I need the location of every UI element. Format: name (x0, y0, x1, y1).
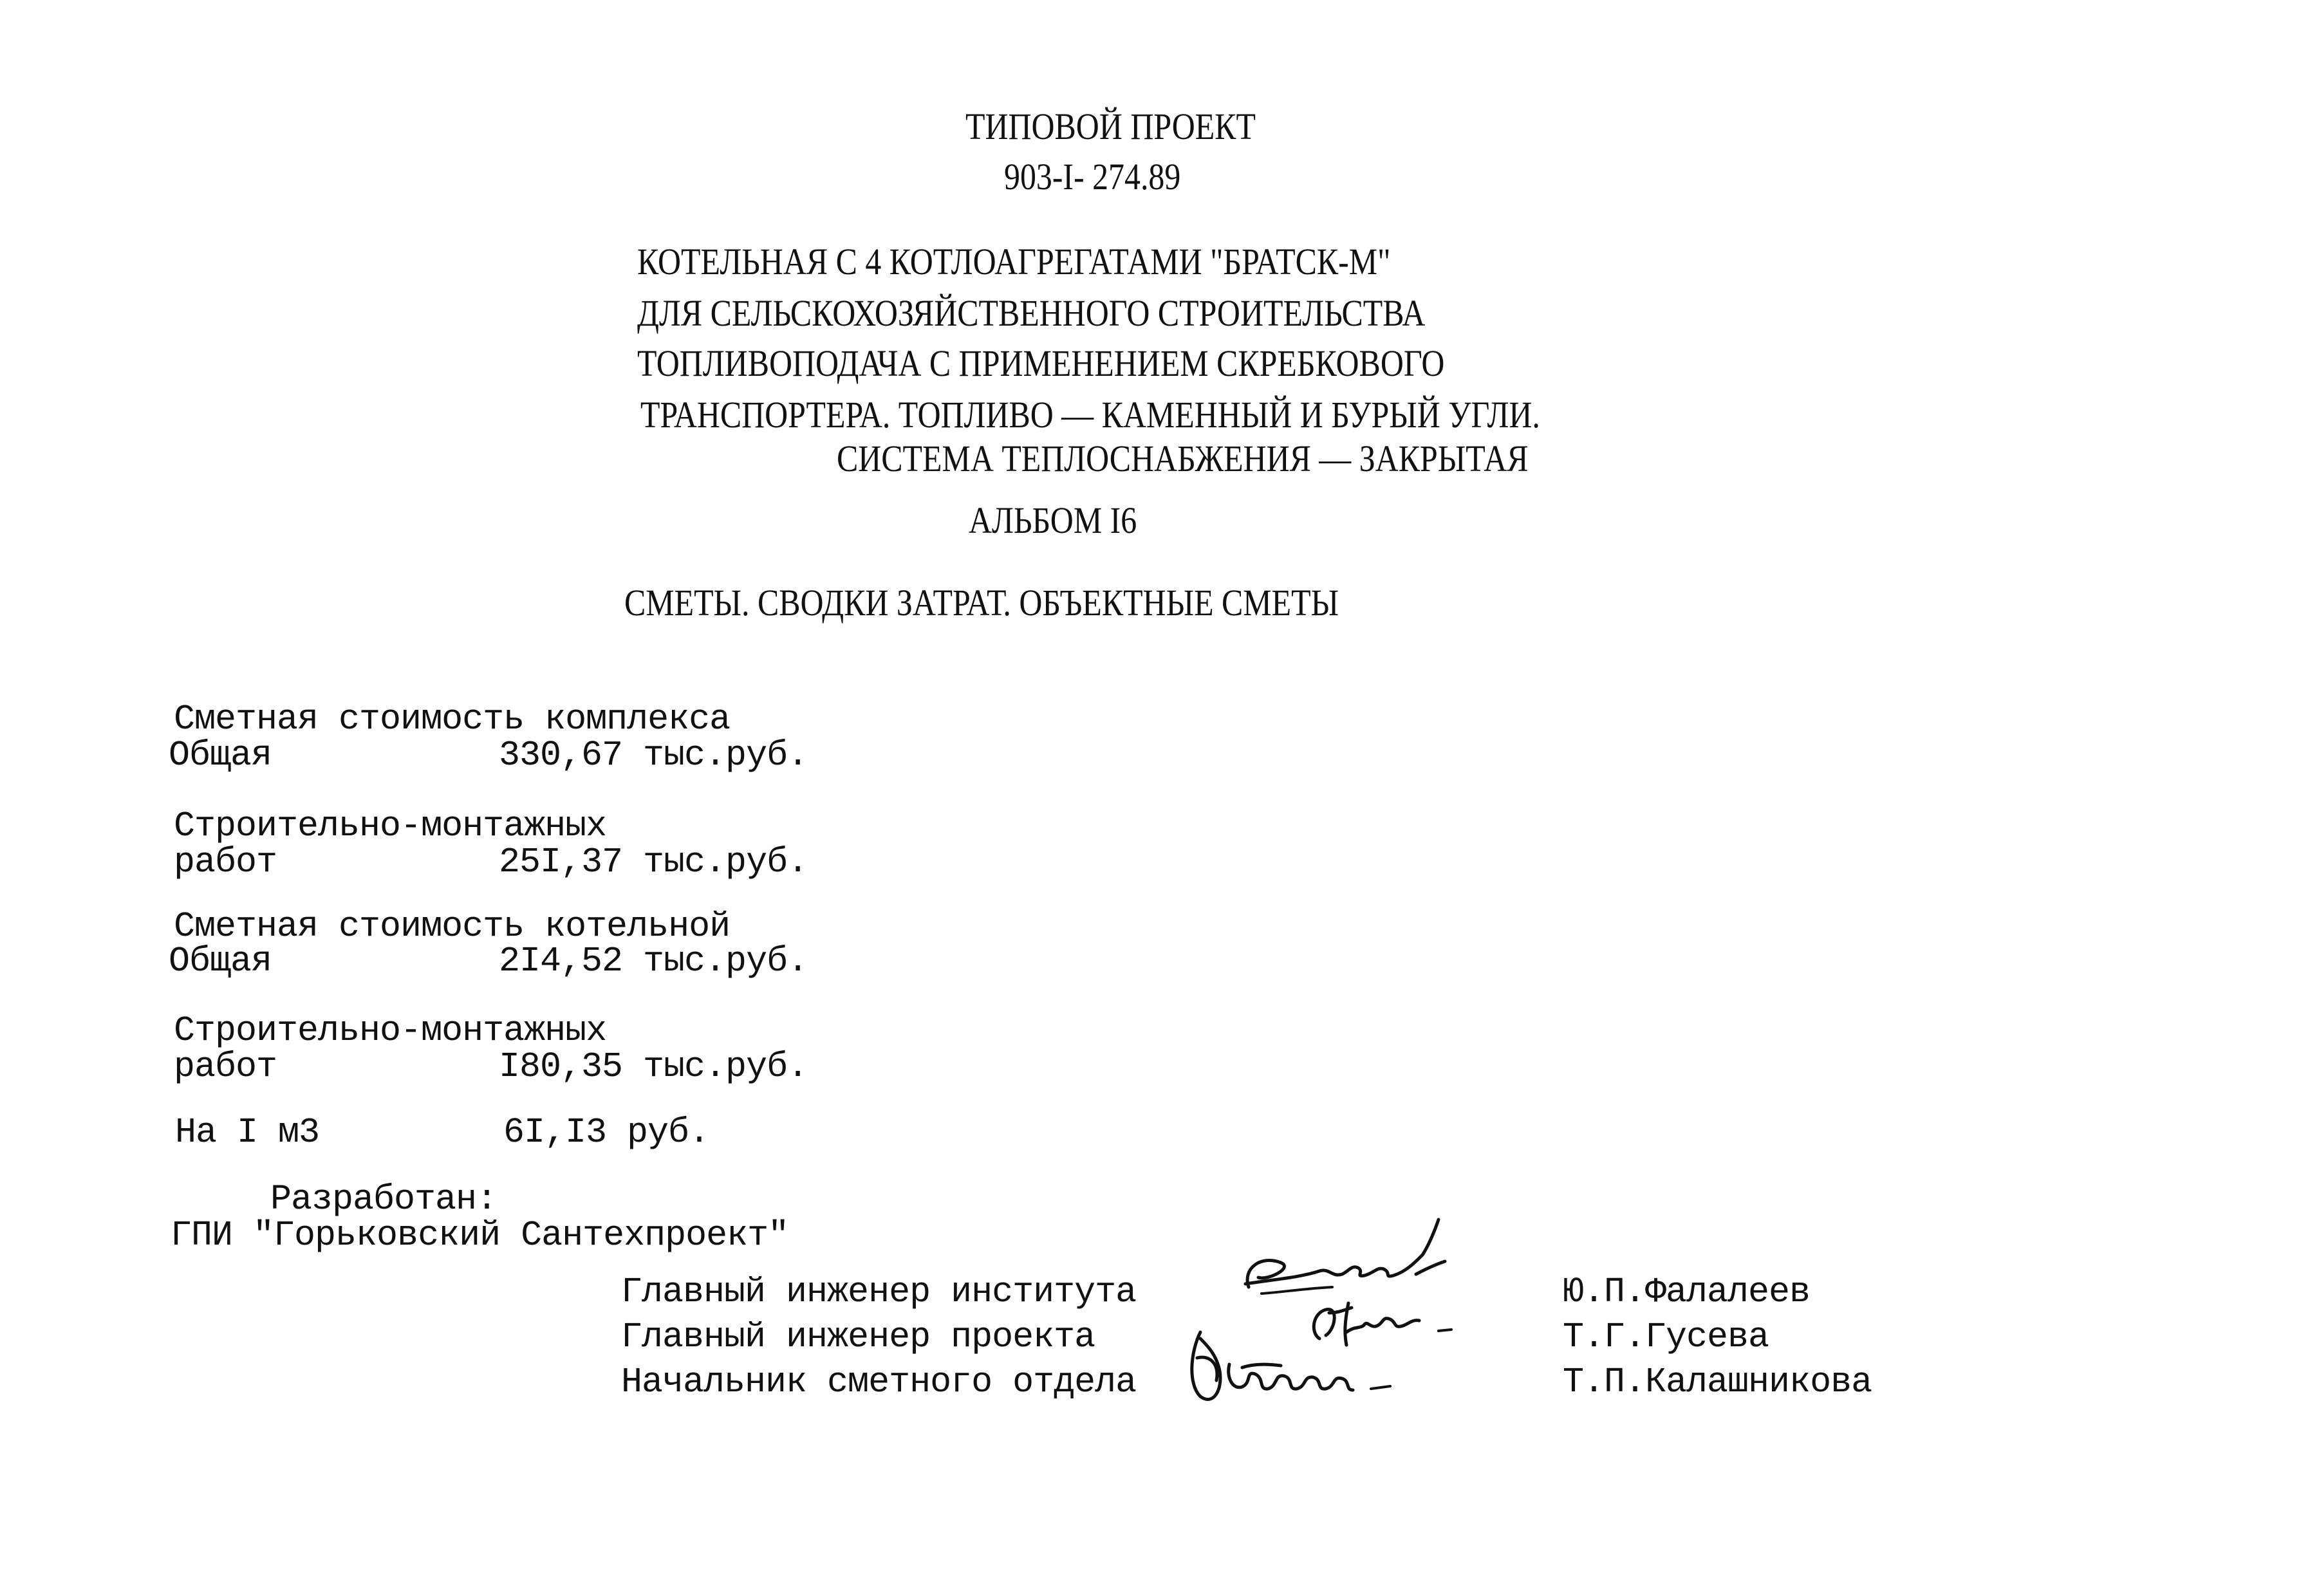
signatory-name-2: Т.Г.Гусева (1563, 1317, 1769, 1357)
title-line-2: ДЛЯ СЕЛЬСКОХОЗЯЙСТВЕННОГО СТРОИТЕЛЬСТВА (637, 292, 1426, 334)
complex-total-label: Общая (169, 735, 272, 775)
per-m3-value: 6I,I3 руб. (503, 1112, 710, 1153)
complex-cost-heading: Сметная стоимость комплекса (174, 699, 731, 739)
document-subtitle: СМЕТЫ. СВОДКИ ЗАТРАТ. ОБЪЕКТНЫЕ СМЕТЫ (624, 582, 1339, 624)
signatory-name-1: Ю.П.Фалалеев (1563, 1272, 1811, 1312)
boiler-total-value: 2I4,52 тыс.руб. (499, 941, 808, 981)
complex-cmr-label-2: работ (174, 842, 277, 882)
boiler-cost-heading: Сметная стоимость котельной (174, 906, 731, 947)
signature-kalashnikova (1184, 1319, 1416, 1416)
title-line-3: ТОПЛИВОПОДАЧА С ПРИМЕНЕНИЕМ СКРЕБКОВОГО (637, 342, 1445, 384)
title-line-1: КОТЕЛЬНАЯ С 4 КОТЛОАГРЕГАТАМИ "БРАТСК-М" (637, 241, 1391, 283)
boiler-cmr-value: I80,35 тыс.руб. (499, 1046, 808, 1087)
complex-cmr-value: 25I,37 тыс.руб. (499, 842, 808, 882)
boiler-total-label: Общая (169, 941, 272, 981)
project-type: ТИПОВОЙ ПРОЕКТ (965, 106, 1256, 147)
signatory-position-1: Главный инженер института (621, 1272, 1137, 1312)
developer-organization: ГПИ "Горьковский Сантехпроект" (171, 1215, 789, 1256)
album-number: АЛЬБОМ I6 (969, 499, 1137, 541)
per-m3-label: На I м3 (175, 1112, 320, 1153)
signatory-name-3: Т.П.Калашникова (1563, 1362, 1872, 1402)
signatory-position-3: Начальник сметного отдела (621, 1362, 1137, 1402)
title-line-4: ТРАНСПОРТЕРА. ТОПЛИВО — КАМЕННЫЙ И БУРЫЙ УГЛИ. (640, 394, 1540, 436)
complex-cmr-label: Строительно-монтажных (174, 806, 607, 846)
title-line-5: СИСТЕМА ТЕПЛОСНАБЖЕНИЯ — ЗАКРЫТАЯ (837, 438, 1529, 479)
complex-total-value: 330,67 тыс.руб. (499, 735, 808, 775)
project-number: 903-I- 274.89 (1004, 156, 1181, 198)
signatory-position-2: Главный инженер проекта (621, 1317, 1095, 1357)
boiler-cmr-label-2: работ (174, 1046, 277, 1087)
developer-label: Разработан: (270, 1179, 498, 1220)
boiler-cmr-label: Строительно-монтажных (174, 1010, 607, 1051)
